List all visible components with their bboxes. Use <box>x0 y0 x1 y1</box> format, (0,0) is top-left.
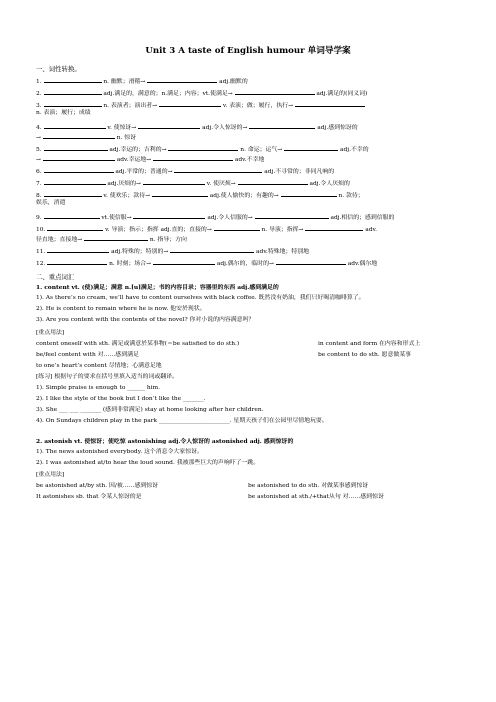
vocab-text: n. 指导；方向 <box>149 237 187 243</box>
vocab-line-9 <box>36 212 464 223</box>
vocab-number: 7. <box>36 181 42 187</box>
vocab-text: adj.幽默的 <box>219 79 248 85</box>
vocab-arrow: → <box>36 157 41 163</box>
answer-blank[interactable] <box>47 258 107 265</box>
vocab-text: v. 导演；指示；指挥 adj.直的；直接的→ <box>105 227 212 233</box>
vocab-line-11 <box>36 246 464 257</box>
vocab-text: adj.偶尔的，临时的→ <box>216 261 274 267</box>
usage-item: It astonishes sb. that 令某人惊讶的是 <box>36 494 142 500</box>
vocab-text: n. 款待； <box>338 193 364 199</box>
answer-blank[interactable] <box>170 246 254 253</box>
answer-blank[interactable] <box>44 190 102 197</box>
answer-blank[interactable] <box>255 212 329 219</box>
vocab-number: 4. <box>36 125 42 131</box>
vocab-line-10 <box>36 224 464 235</box>
vocab-text: 径直地；直接地→ <box>36 237 83 243</box>
vocab-text: v. 使欢乐；款待→ <box>103 193 151 199</box>
answer-blank[interactable] <box>235 88 315 95</box>
answer-blank[interactable] <box>44 212 100 219</box>
vocab-text: n. 表演者；演出者→ <box>103 103 158 109</box>
vocab-number: 11. <box>36 249 46 255</box>
example-sentence: 1). The news astonished everybody. 这个消息令大家惊讶。 <box>36 449 203 455</box>
vocab-line-10b <box>36 234 464 245</box>
answer-blank[interactable] <box>214 224 260 231</box>
answer-blank[interactable] <box>47 246 109 253</box>
answer-blank[interactable] <box>44 122 106 129</box>
vocab-line-2 <box>36 88 464 99</box>
vocab-text: adj.满足的(同义词) <box>316 91 368 97</box>
answer-blank[interactable] <box>276 258 346 265</box>
answer-blank[interactable] <box>281 190 337 197</box>
answer-blank[interactable] <box>138 122 200 129</box>
vocab-text: adj.满足的，满意的；n.满足；内容；vt.使满足→ <box>103 91 233 97</box>
usage-item: be astonished to do sth. 对做某事感到惊讶 <box>248 483 369 489</box>
vocab-text: vt.使信服→ <box>101 215 132 221</box>
usage-item: be astonished at sth./+that从句 对……感到惊讶 <box>248 494 384 500</box>
example-sentence: 2). I was astonished at/to hear the loud sound. 我被那些巨大的声响吓了一跳。 <box>36 460 260 466</box>
vocab-line-3b <box>36 110 464 118</box>
usage-item: be/feel content with 对……感到满足 <box>36 352 139 358</box>
usage-item: to one’s heart’s content 尽情地；心满意足地 <box>36 363 162 369</box>
practice-question: 3). She ___ ___ _______ (感到非常满足) stay at home looking after her children. <box>36 407 264 413</box>
vocab-number: 6. <box>36 169 42 175</box>
usage-label: [重点用法] <box>36 472 65 478</box>
vocab-number: 3. <box>36 103 42 109</box>
vocab-text: adv. <box>365 227 377 233</box>
vocab-line-5 <box>36 144 464 155</box>
answer-blank[interactable] <box>152 190 208 197</box>
answer-blank[interactable] <box>284 144 338 151</box>
entry-astonish-heading: 2. astonish vt. 使惊讶；使吃惊 astonishing adj.令人惊讶的 astonished adj. 感到惊讶的 <box>36 438 294 445</box>
vocab-line-12 <box>36 258 464 269</box>
vocab-text: n. 导演；指挥→ <box>261 227 304 233</box>
practice-question: 2). I like the style of the book but I don’t like the _______. <box>36 396 206 402</box>
answer-blank[interactable] <box>43 154 115 161</box>
answer-blank[interactable] <box>47 224 103 231</box>
vocab-text: adj.平常的；普通的→ <box>115 169 173 175</box>
vocab-text: adv.幸运地→ <box>116 157 152 163</box>
answer-blank[interactable] <box>238 178 308 185</box>
vocab-text: v. 表演；做；履行，执行→ <box>222 103 294 109</box>
vocab-text: adj.厌烦的→ <box>107 181 141 187</box>
vocab-line-1 <box>36 76 464 87</box>
entry-content-heading: 1. content vt. (使)满足；满意 n.[u]满足；书的内容目录；容器里的东西 adj.感到满足的 <box>36 284 279 291</box>
section-heading-word-forms: 一、词性转换。 <box>36 65 81 73</box>
vocab-text: adj.使人愉快的；有趣的→ <box>209 193 279 199</box>
answer-blank[interactable] <box>295 100 365 107</box>
vocab-arrow: → <box>36 135 41 141</box>
vocab-text: adj.令人厌烦的 <box>309 181 350 187</box>
vocab-text: 娱乐，消遣 <box>36 200 66 206</box>
answer-blank[interactable] <box>84 234 148 241</box>
vocab-text: adj.特殊的；特别的→ <box>111 249 169 255</box>
answer-blank[interactable] <box>249 122 315 129</box>
vocab-text: v. 使厌烦→ <box>206 181 236 187</box>
answer-blank[interactable] <box>159 100 221 107</box>
vocab-text: adv.特殊地；特别地 <box>256 249 310 255</box>
practice-label: [练习] 根据句子的要求在括号里填入适当的词或翻译。 <box>36 374 178 380</box>
answer-blank[interactable] <box>143 178 205 185</box>
answer-blank[interactable] <box>153 258 215 265</box>
vocab-line-4 <box>36 122 464 133</box>
vocab-text: adj.令人信服的→ <box>207 215 253 221</box>
example-sentence: 2). He is content to remain where he is now. 他安於现状。 <box>36 306 206 312</box>
vocab-text: adj.不幸的 <box>339 147 369 153</box>
vocab-number: 12. <box>36 261 46 267</box>
vocab-number: 1. <box>36 79 42 85</box>
usage-item: be astonished at/by sth. 因/被……感到惊讶 <box>36 483 159 489</box>
usage-item: be content to do sth. 愿意做某事 <box>318 352 412 358</box>
vocab-number: 8. <box>36 193 42 199</box>
vocab-text: adv.不幸地 <box>234 157 265 163</box>
vocab-text: n. 命运；运气→ <box>240 147 283 153</box>
vocab-line-8b <box>36 200 464 208</box>
vocab-line-3 <box>36 100 464 111</box>
usage-item: content oneself with sth. 满足或满意於某事物(＝be satisfied to do sth.) <box>36 341 240 347</box>
answer-blank[interactable] <box>44 166 114 173</box>
usage-label: [重点用法] <box>36 330 65 336</box>
answer-blank[interactable] <box>174 166 262 173</box>
vocab-line-4b <box>36 132 464 143</box>
example-sentence: 3). Are you content with the contents of the novel? 你对小说的内容满意吗？ <box>36 317 255 323</box>
vocab-line-6 <box>36 166 464 177</box>
vocab-text: adj.幸运的；吉利的→ <box>109 147 167 153</box>
vocab-text: n. 幽默；滑稽→ <box>103 79 146 85</box>
answer-blank[interactable] <box>44 76 102 83</box>
vocab-text: adv.偶尔地 <box>347 261 378 267</box>
answer-blank[interactable] <box>44 144 108 151</box>
vocab-number: 2. <box>36 91 42 97</box>
vocab-text: adj.不寻常的；非同凡响的 <box>264 169 335 175</box>
answer-blank[interactable] <box>44 100 102 107</box>
vocab-text: v. 使惊讶→ <box>107 125 137 131</box>
vocab-text: adj.感到惊讶的 <box>317 125 358 131</box>
practice-question: 1). Simple praise is enough to ______ him. <box>36 385 160 391</box>
vocab-number: 10. <box>36 227 46 233</box>
example-sentence: 1). As there’s no cream, we’ll have to content ourselves with black coffee. 既然没有奶油，我们只好喝清咖啡算了。 <box>36 295 365 301</box>
vocab-text: adj.令人惊讶的→ <box>202 125 248 131</box>
answer-blank[interactable] <box>44 178 106 185</box>
vocab-number: 9. <box>36 215 42 221</box>
answer-blank[interactable] <box>153 154 233 161</box>
vocab-text: adj.相信的；感到信服的 <box>330 215 395 221</box>
vocab-text: n. 惊讶 <box>116 135 137 141</box>
section-heading-key-words: 二、重点词汇 <box>36 273 75 281</box>
vocab-number: 5. <box>36 147 42 153</box>
vocab-line-5b <box>36 154 464 165</box>
usage-item: in content and form 在内容和形式上 <box>318 341 421 347</box>
answer-blank[interactable] <box>133 212 205 219</box>
practice-question: 4). On Sundays children play in the park ________________________. 星期天孩子们在公园里尽情地玩耍。 <box>36 418 328 424</box>
vocab-text: n. 表演；履行；成绩 <box>36 110 91 116</box>
vocab-line-8 <box>36 190 464 201</box>
answer-blank[interactable] <box>305 224 363 231</box>
answer-blank[interactable] <box>44 88 102 95</box>
page-title: Unit 3 A taste of English humour 单词导学案 <box>145 46 351 56</box>
answer-blank[interactable] <box>168 144 238 151</box>
answer-blank[interactable] <box>147 76 217 83</box>
answer-blank[interactable] <box>43 132 115 139</box>
vocab-line-7 <box>36 178 464 189</box>
vocab-text: n. 时刻；场合→ <box>109 261 152 267</box>
